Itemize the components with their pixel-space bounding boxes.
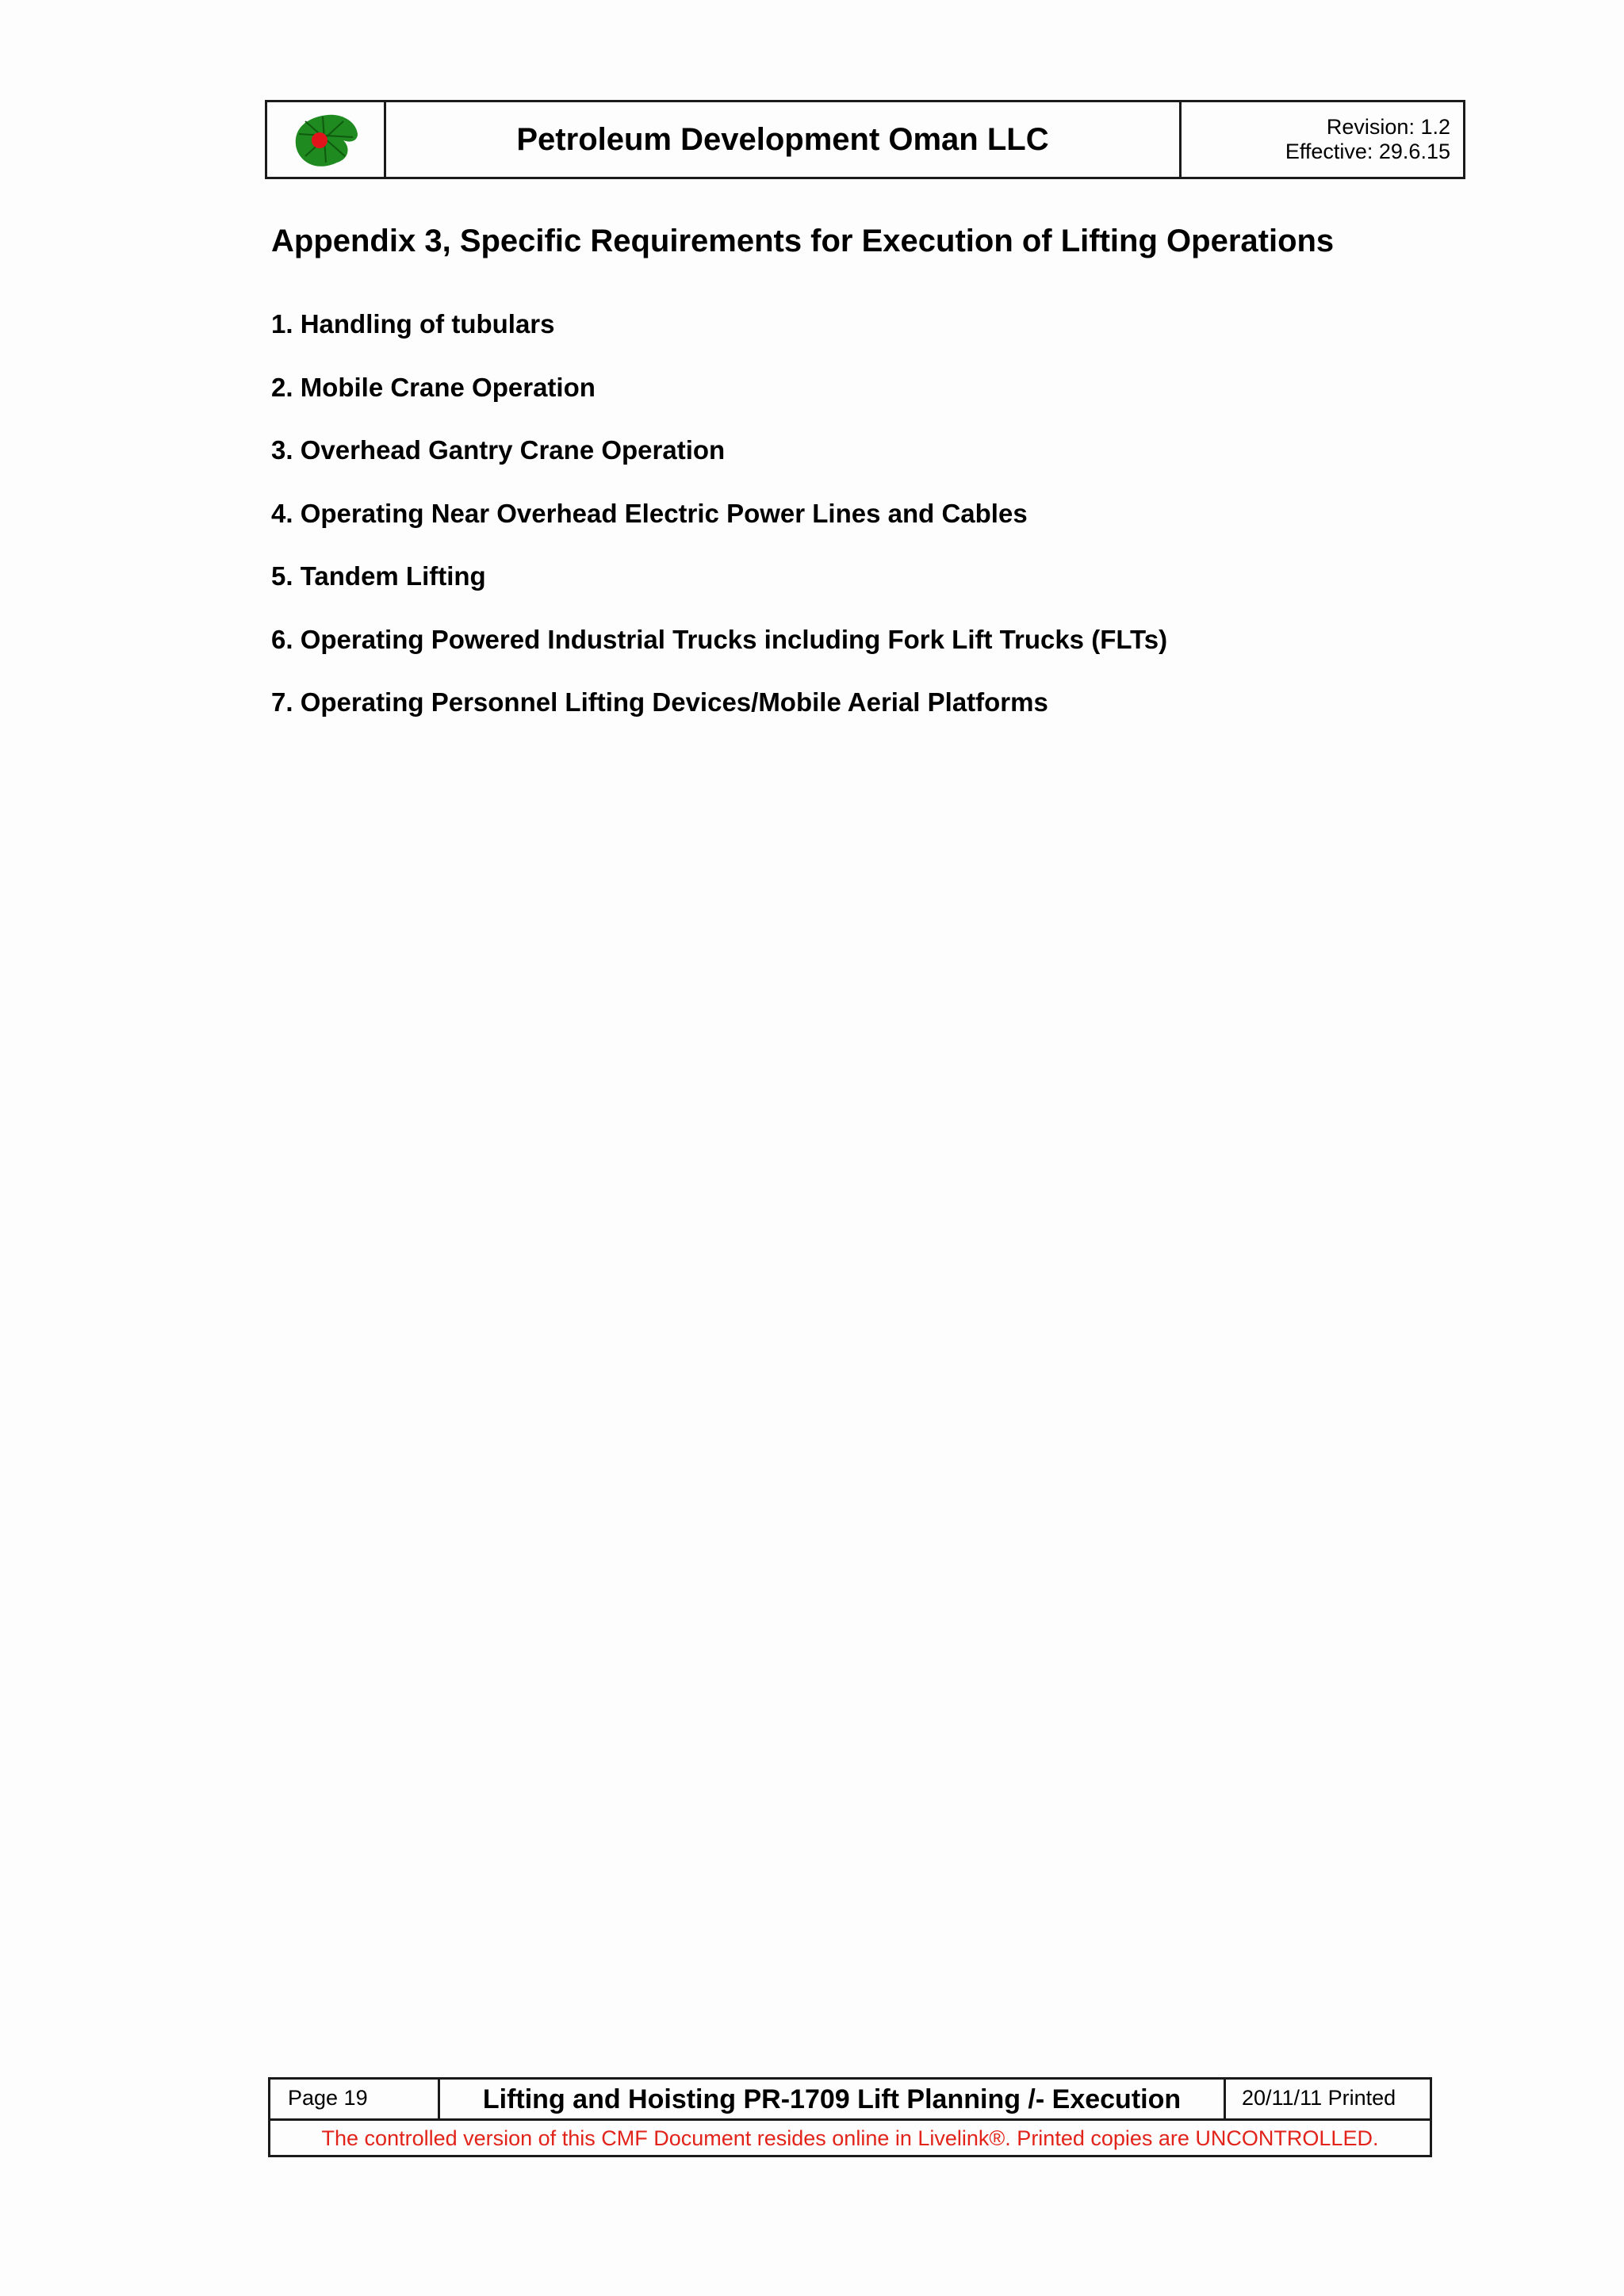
list-item: 2. Mobile Crane Operation xyxy=(271,372,596,402)
revision-number: Revision: 1.2 xyxy=(1326,115,1450,139)
list-item: 7. Operating Personnel Lifting Devices/Mobile Aerial Platforms xyxy=(271,687,1048,717)
print-date: 20/11/11 Printed xyxy=(1242,2086,1396,2110)
list-item: 1. Handling of tubulars xyxy=(271,309,555,339)
footer-info-row xyxy=(270,2080,1430,2121)
requirements-list xyxy=(271,309,1167,751)
revision-info xyxy=(1182,102,1463,177)
document-title: Lifting and Hoisting PR-1709 Lift Planning /- Execution xyxy=(440,2080,1226,2118)
company-name: Petroleum Development Oman LLC xyxy=(386,102,1182,177)
effective-date: Effective: 29.6.15 xyxy=(1285,140,1450,163)
list-item: 3. Overhead Gantry Crane Operation xyxy=(271,435,726,465)
pdo-logo-icon xyxy=(293,110,359,169)
list-item: 5. Tandem Lifting xyxy=(271,561,486,591)
list-item: 4. Operating Near Overhead Electric Power Lines and Cables xyxy=(271,498,1028,528)
controlled-copy-notice: The controlled version of this CMF Document resides online in Livelink®. Printed copies are UNCONTROLLED. xyxy=(321,2126,1379,2150)
page-number: Page 19 xyxy=(270,2080,440,2118)
page-header xyxy=(265,100,1465,179)
logo-cell xyxy=(267,102,386,177)
page-heading: Appendix 3, Specific Requirements for Execution of Lifting Operations xyxy=(271,224,1335,258)
page-footer xyxy=(268,2077,1432,2157)
list-item: 6. Operating Powered Industrial Trucks including Fork Lift Trucks (FLTs) xyxy=(271,624,1168,654)
